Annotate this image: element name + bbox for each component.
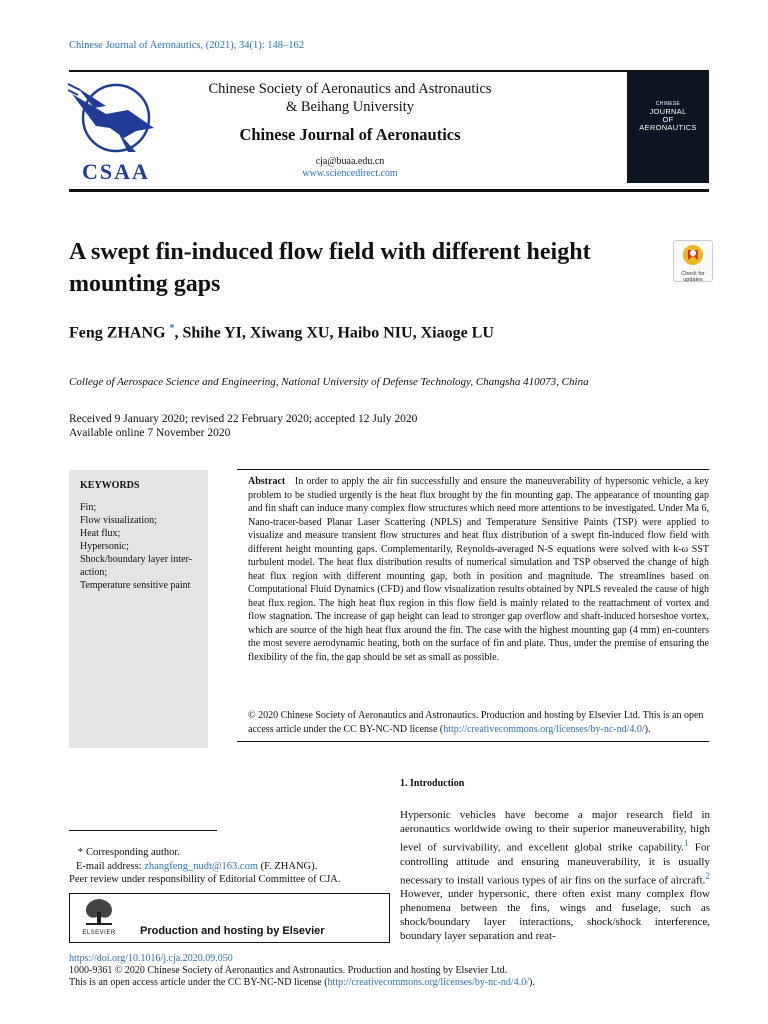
intro-text-1: Hypersonic vehicles have become a major research field in aeronautics worldwide owing to their superior maneuverability, high level of survivability, and excellent global strike capability. xyxy=(400,809,710,854)
crossmark-icon xyxy=(682,244,704,266)
cover-line-2: JOURNAL xyxy=(649,107,687,116)
footnote-star: * xyxy=(77,847,83,858)
abstract-bottom-rule xyxy=(237,741,709,742)
footnote-rule xyxy=(69,830,217,831)
journal-name: Chinese Journal of Aeronautics xyxy=(239,125,461,144)
abstract-copyright xyxy=(248,709,709,736)
csaa-logo xyxy=(66,76,166,186)
corresponding-author-note: Corresponding author. xyxy=(86,847,180,858)
open-access-text: This is an open access article under the CC BY-NC-ND license ( xyxy=(69,977,328,988)
society-line-1: Chinese Society of Aeronautics and Astronautics xyxy=(208,81,492,97)
journal-contact xyxy=(170,156,530,180)
email-suffix: (F. ZHANG). xyxy=(258,860,318,872)
reference-link-2[interactable]: 2 xyxy=(705,870,710,881)
keyword-item: Heat flux; xyxy=(80,528,121,539)
keyword-item: Hypersonic; xyxy=(80,541,129,552)
check-for-updates-button[interactable] xyxy=(673,240,713,282)
cover-line-3: OF xyxy=(662,115,674,124)
peer-review-note: Peer review under responsibility of Editorial Committee of CJA. xyxy=(69,874,341,885)
affiliation: College of Aerospace Science and Engineering, National University of Defense Technology, Changsha 410073, China xyxy=(69,376,589,388)
introduction-paragraph xyxy=(400,808,710,943)
copyright-suffix: ). xyxy=(644,723,651,735)
elsevier-tree-icon xyxy=(80,896,118,926)
footer-license-link[interactable]: http://creativecommons.org/licenses/by-nc-nd/4.0/ xyxy=(327,977,529,988)
abstract-text: In order to apply the air fin successfully and ensure the maneuverability of hypersonic vehicle, a key problem to be studied urgently is the heat flux brought by the fin mounting gap. The appearance of mounting gap and fin shaft can induce many complex flow structures which need more attentions to be investigated. Under Ma 6, Nano-tracer-based Planar Laser Scattering (NPLS) and Temperature Sensitive Paints (TSP) were applied to visualize and measure transient flow structures and heat flux distribution of a swept fin-induced flow field with different height mounting gaps. Complementarily, Reynolds-averaged N-S equations were solved with k-ω SST turbulent model. The heat flux distribution results of numerical simulation and TSP observed the change of high heat flux region with different mounting gap, both in position and magnitude. The streamlines based on Computational Fluid Dynamics (CFD) and flow visualization results obtained by NPLS revealed the cause of high heat flux region. The high heat flux region in this flow field is mainly related to the reattachment of vortex and flow stagnation. The increase of gap height can lead to stronger gap overflow and shaft-induced horseshoe vortex, which are source of the high heat flux around the fin. The case with the highest mounting gap (4 mm) en-counters the most severe aerodynamic heating, both on the surface of fin and plate. Thus, under the premise of ensuring the flexibility of the fin, the gap should be set as small as possible. xyxy=(248,476,710,663)
abstract-top-rule xyxy=(237,469,709,470)
csaa-logo-text: CSAA xyxy=(82,159,150,184)
keywords-title: KEYWORDS xyxy=(80,480,140,491)
journal-cover-image xyxy=(627,72,709,183)
header-bottom-rule xyxy=(69,189,709,192)
society-line-2: & Beihang University xyxy=(285,99,415,115)
open-access-line xyxy=(69,977,535,988)
issn-line: 1000-9361 © 2020 Chinese Society of Aeronautics and Astronautics. Production and hosting by Elsevier Ltd. xyxy=(69,965,508,976)
available-online-date: Available online 7 November 2020 xyxy=(69,427,231,439)
header-top-rule xyxy=(69,70,709,72)
journal-website-link[interactable]: www.sciencedirect.com xyxy=(302,168,398,179)
email-label: E-mail address: xyxy=(76,860,145,872)
society-name xyxy=(170,80,530,116)
intro-text-2: For controlling attitude and ensuring maneuverability, it is usually necessary to install various types of air fins on the surface of aircraft. xyxy=(400,841,711,887)
first-author: Feng ZHANG xyxy=(69,324,166,342)
copyright-text: © 2020 Chinese Society of Aeronautics and Astronautics. Production and hosting by Elsevier Ltd. This is an open access article under the CC BY-NC-ND license ( xyxy=(248,710,704,735)
keyword-item: Shock/boundary layer inter-action; xyxy=(80,554,192,578)
open-access-suffix: ). xyxy=(528,977,535,988)
doi-link[interactable]: https://doi.org/10.1016/j.cja.2020.09.050 xyxy=(69,953,233,964)
footnote xyxy=(69,846,389,887)
reference-link-1[interactable]: 1 xyxy=(684,838,689,848)
journal-reference[interactable]: Chinese Journal of Aeronautics, (2021), 34(1): 148–162 xyxy=(69,40,305,51)
intro-text-3: However, under hypersonic, there often exist many complex flow phenomena between the fins, wings and fuselage, such as shock/boundary layer interactions, shock/shock interference, boundary layer separation and reat- xyxy=(400,888,710,943)
abstract-label: Abstract xyxy=(248,476,286,487)
keyword-item: Fin; xyxy=(80,502,97,513)
crossmark-label: Check for updates xyxy=(681,271,705,283)
author-list xyxy=(69,323,494,342)
elsevier-wordmark: ELSEVIER xyxy=(82,930,116,936)
section-heading-introduction: 1. Introduction xyxy=(400,778,465,789)
article-title: A swept fin-induced flow field with different height mounting gaps xyxy=(69,239,591,297)
elsevier-production-text: Production and hosting by Elsevier xyxy=(140,925,325,937)
keyword-item: Temperature sensitive paint xyxy=(80,580,191,591)
cover-line-1: CHINESE xyxy=(655,101,681,107)
abstract-body xyxy=(248,475,709,664)
corresponding-author-mark[interactable]: * xyxy=(169,323,175,334)
license-link[interactable]: http://creativecommons.org/licenses/by-nc-nd/4.0/ xyxy=(443,723,645,735)
cover-line-4: AERONAUTICS xyxy=(639,123,697,132)
other-authors: , Shihe YI, Xiwang XU, Haibo NIU, Xiaoge LU xyxy=(174,324,494,342)
keyword-item: Flow visualization; xyxy=(80,515,157,526)
journal-email: cja@buaa.edu.cn xyxy=(315,156,385,167)
received-dates: Received 9 January 2020; revised 22 February 2020; accepted 12 July 2020 xyxy=(69,413,418,425)
article-dates xyxy=(69,412,417,440)
author-email-link[interactable]: zhangfeng_nudt@163.com xyxy=(144,860,259,872)
keywords-list xyxy=(80,501,206,592)
